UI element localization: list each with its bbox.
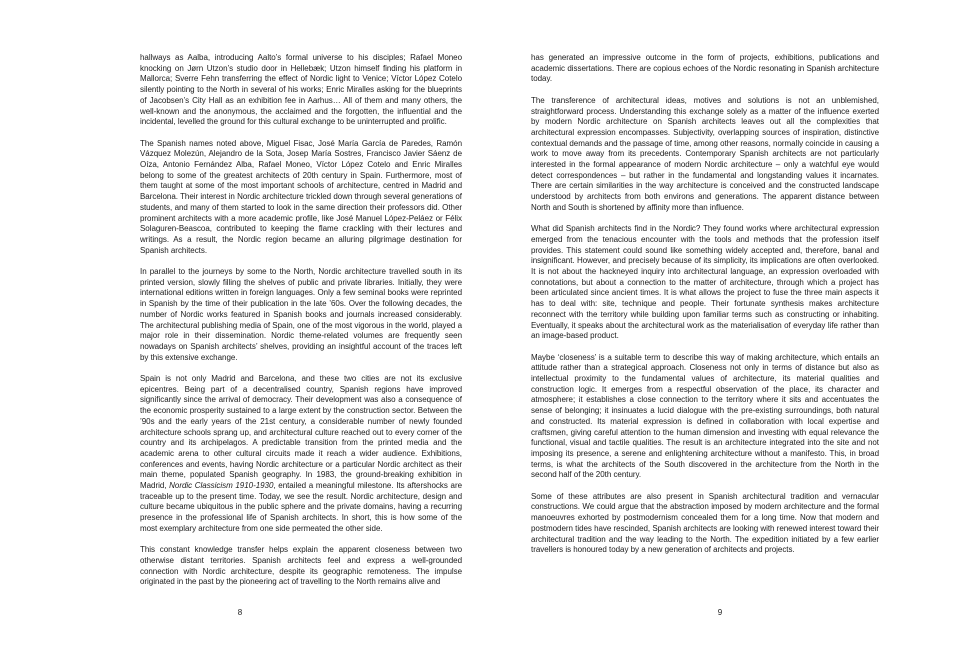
paragraph: The Spanish names noted above, Miguel Fisac, José María García de Paredes, Ramón Vázquez Molezún, Alejandro de la Sota, Josep María Sostres, Francisco Javier Sáenz de Oíza, Antonio Fernández Alba, Rafael Moneo, Víctor López Cotelo and Enric Miralles belong to some of the greatest architects of 20th century in Spain. Furthermore, most of them taught at some of the most important schools of architecture, centred in Madrid and Barcelona. Their interest in Nordic architecture trickled down through several generations of students, and many of them started to look in the same direction their professors did. Other prominent architects with a more academic profile, like José Manuel López-Peláez or Félix Solaguren-Beascoa, contributed to keeping the flame crackling with their lectures and writings. As a result, the Nordic region became an alluring pilgrimage destination for Spanish architects. — [140, 138, 462, 255]
paragraph: What did Spanish architects find in the Nordic? They found works where architectural expression emerged from the tenacious encounter with the tools and methods that the profession itself provides. This statement could sound like something widely accepted and, therefore, banal and insignificant. However, and precisely because of its simplicity, its implications are often overlooked. It is not about the hackneyed inquiry into architectural language, an expression overloaded with connotations, but about a connection to the matter of architecture, through which a project has been articulated since ancient times. It is what allows the project to fuse the three main aspects it has to deal with: site, technique and people. Their fortunate synthesis makes architecture reconnect with the territory while building upon familiar terms such as constructing or inhabiting. Eventually, it speaks about the architectural work as the materialisation of everyday life rather than an image-based product. — [531, 224, 879, 341]
paragraph: This constant knowledge transfer helps explain the apparent closeness between two otherwise distant territories. Spanish architects feel and express a well-grounded connection with Nordic architecture, despite its geographic remoteness. The impulse originated in the past by the pioneering act of travelling to the North remains alive and — [140, 545, 462, 587]
page-number-right: 9 — [717, 608, 723, 617]
paragraph: The transference of architectural ideas, motives and solutions is not an unblemished, straightforward process. Understanding this exchange solely as a matter of the influence exerted by modern Nordic architecture on Spanish architects leaves out all the complexities that architectural expression encompasses. Subjectivity, overlapping sources of inspiration, distinctive contextual demands and the passage of time, among other reasons, normally coincide in causing a work to move away from its precedents. Contemporary Spanish architects are not particularly interested in the formal appearance of modern Nordic architecture – only a watchful eye would detect correspondences – but rather in the fundamental and longstanding values it incarnates. There are certain similarities in the way architecture is conceived and the constructed landscape understood by architects from both environs and generations. The apparent distance between North and South is shortened by affinity more than influence. — [531, 95, 879, 212]
paragraph: Some of these attributes are also present in Spanish architectural tradition and vernacular constructions. We could argue that the abstraction imposed by modern architecture and the formal manoeuvres exhorted by postmodernism concealed them for a long time. Now that modern and postmodern tides have rescinded, Spanish architects are looking with renewed interest toward their architectural tradition and the way leading to the North. The expedition initiated by a few earlier travellers is honoured today by a new generation of architects and projects. — [531, 491, 879, 555]
paragraph: In parallel to the journeys by some to the North, Nordic architecture travelled south in its printed version, slowly filling the shelves of public and private libraries. Initially, they were international editions written in foreign languages. Only a few seminal books were reprinted in Spanish by the time of their publication in the late ’60s. Over the following decades, the number of Nordic works featured in Spanish books and journals increased considerably. The architectural publishing media of Spain, one of the most vigorous in the world, played a major role in their dissemination. Nordic theme-related volumes are frequently seen nowadays on Spanish architects’ shelves, providing an insightful account of the traces left by this extensive exchange. — [140, 267, 462, 362]
paragraph-text: Spain is not only Madrid and Barcelona, and these two cities are not its exclusive epicentres. Being part of a decentralised country, Spanish regions have improved significantly since the arrival of democracy. Their development was also a consequence of the economic prosperity sustained to a large extent by the construction sector. Between the ’90s and the early years of the 21st century, a considerable number of newly founded architecture schools sprang up, and architectural culture reached out to every corner of the country and its archipelagos. A predictable transition from the printed media and the academic arena to other cultural circuits made it reach a wider audience. Exhibitions, conferences and events, having Nordic architecture or a particular Nordic architect as their main theme, populated Spanish geography. In 1983, the ground-breaking exhibition in Madrid, — [140, 374, 462, 491]
paragraph — [140, 374, 462, 535]
exhibition-title-italic: Nordic Classicism 1910-1930 — [169, 481, 274, 491]
page-number-left: 8 — [237, 608, 243, 617]
right-page-text-column — [531, 53, 879, 567]
paragraph: Maybe ‘closeness’ is a suitable term to describe this way of making architecture, which entails an attitude rather than a strategical approach. Closeness not only in terms of distance but also as intellectual proximity to the fundamental values of architecture, its material qualities and construction logic. It emerges from a respectful observation of the place, its character and atmosphere; it establishes a close connection to the territory where it sits and accentuates the sense of belonging; it insinuates a lucid dialogue with the pre-existing surroundings, both natural and constructed. Its material expression is defined in collaboration with local expertise and craftsmen, giving careful attention to the human dimension and investing with equal relevance the functional, visual and tactile qualities. The result is an architecture integrated into the site and not imposing its presence, a serene and enlightening architecture without a manifesto. This, in broad terms, is what the architects of the South discovered in the architecture from the North in the second half of the 20th century. — [531, 352, 879, 480]
paragraph-text: , entailed a meaningful milestone. Its aftershocks are traceable up to the present time. Today, we see the result. Nordic architecture, design and culture became ubiquitous in the public sphere and the private domains, having a recurring presence in the professional life of Spanish architects. In short, this is how some of the most exemplary architecture from one side permeated the other side. — [140, 481, 462, 533]
paragraph: has generated an impressive outcome in the form of projects, exhibitions, publications and academic dissertations. There are copious echoes of the Nordic resonating in Spanish architecture today. — [531, 53, 879, 84]
paragraph: hallways as Aalba, introducing Aalto’s formal universe to his disciples; Rafael Moneo knocking on Jørn Utzon’s studio door in Hellebæk; Utzon himself finding his platform in Mallorca; Sverre Fehn transferring the effect of Nordic light to Venice; Víctor López Cotelo silently pointing to the North in several of his works; Enric Miralles asking for the blueprints of Jacobsen’s City Hall as an exhibition fee in Aarhus… All of them and many others, the well-known and the anonymous, the acclaimed and the forgotten, the influential and the incidental, levelled the ground for this cultural exchange to be uninterrupted and prolific. — [140, 53, 462, 127]
left-page-text-column — [140, 53, 462, 599]
